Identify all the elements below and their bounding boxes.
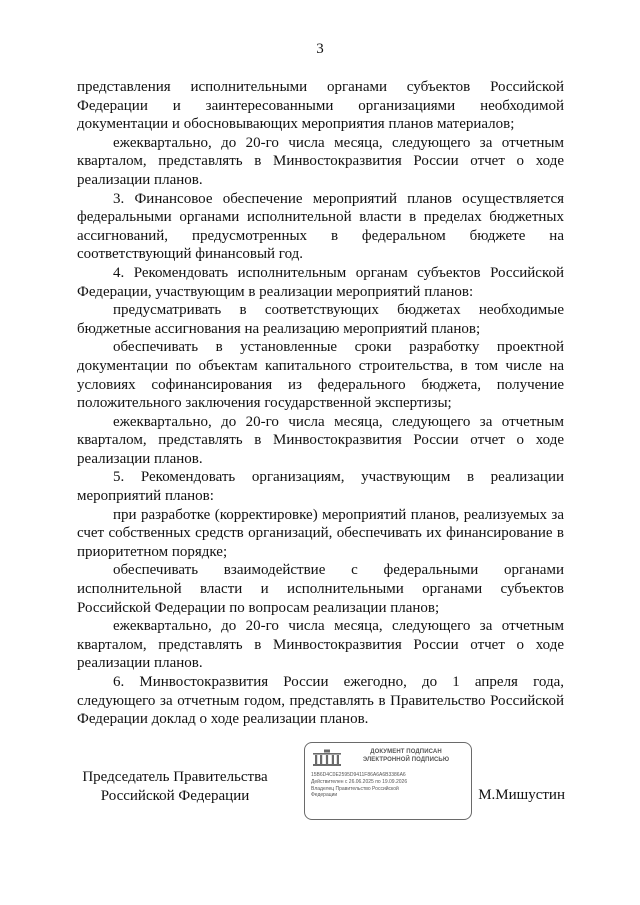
paragraph: обеспечивать в установленные сроки разработку проектной документации по объектам капитального строительства, в том числе на условиях софинансирования из федерального бюджета, получение положительного заключения государственной экспертизы; bbox=[77, 339, 564, 412]
stamp-validity: Действителен с 26.06.2025 по 19.09.2026 bbox=[311, 779, 408, 785]
stamp-title-line-1: ДОКУМЕНТ ПОДПИСАН bbox=[370, 749, 442, 755]
stamp-owner-line-1: Владелец Правительство Российской bbox=[311, 785, 399, 792]
stamp-title bbox=[345, 749, 467, 764]
paragraph: представления исполнительными органами субъектов Российской Федерации и заинтересованными организациями необходимой документации и обосновывающих мероприятия планов материалов; bbox=[77, 79, 564, 133]
stamp-details bbox=[311, 779, 469, 799]
stamp-owner-line-2: Федерации bbox=[311, 792, 338, 798]
signatory-position-line-1: Председатель Правительства bbox=[82, 769, 268, 785]
signatory-position bbox=[80, 768, 270, 805]
signatory-name: М.Мишустин bbox=[478, 787, 565, 803]
paragraph: 4. Рекомендовать исполнительным органам субъектов Российской Федерации, участвующим в реализации мероприятий планов: bbox=[77, 264, 564, 300]
stamp-certificate-number: 15B6D4C0E2595D9411F86A6A6B3386A6 bbox=[311, 772, 406, 778]
government-emblem-icon bbox=[312, 749, 342, 767]
paragraph: 3. Финансовое обеспечение мероприятий планов осуществляется федеральными органами исполнительной власти в пределах бюджетных ассигнований, предусмотренных в федеральном бюджете на соответствующий финансовый год. bbox=[77, 190, 564, 263]
paragraph: ежеквартально, до 20-го числа месяца, следующего за отчетным кварталом, представлять в Минвостокразвития России отчет о ходе реализации планов. bbox=[77, 618, 564, 672]
page-number: 3 bbox=[316, 41, 324, 57]
paragraph: обеспечивать взаимодействие с федеральными органами исполнительной власти и исполнительными органами субъектов Российской Федерации по вопросам реализации планов; bbox=[77, 562, 564, 616]
paragraph: предусматривать в соответствующих бюджетах необходимые бюджетные ассигнования на реализацию мероприятий планов; bbox=[77, 302, 564, 337]
paragraph: ежеквартально, до 20-го числа месяца, следующего за отчетным кварталом, представлять в Минвостокразвития России отчет о ходе реализации планов. bbox=[77, 134, 564, 188]
document-body bbox=[77, 78, 564, 729]
stamp-title-line-2: ЭЛЕКТРОННОЙ ПОДПИСЬЮ bbox=[362, 756, 450, 763]
paragraph: ежеквартально, до 20-го числа месяца, следующего за отчетным кварталом, представлять в Минвостокразвития России отчет о ходе реализации планов. bbox=[77, 413, 564, 467]
paragraph: при разработке (корректировке) мероприятий планов, реализуемых за счет собственных средств организаций, обеспечивать их финансирование в приоритетном порядке; bbox=[77, 506, 564, 560]
paragraph: 6. Минвостокразвития России ежегодно, до 1 апреля года, следующего за отчетным годом, представлять в Правительство Российской Федерации доклад о ходе реализации планов. bbox=[77, 674, 564, 728]
signatory-position-line-2: Российской Федерации bbox=[100, 787, 250, 804]
paragraph: 5. Рекомендовать организациям, участвующим в реализации мероприятий планов: bbox=[77, 469, 564, 505]
electronic-signature-stamp bbox=[304, 742, 472, 820]
